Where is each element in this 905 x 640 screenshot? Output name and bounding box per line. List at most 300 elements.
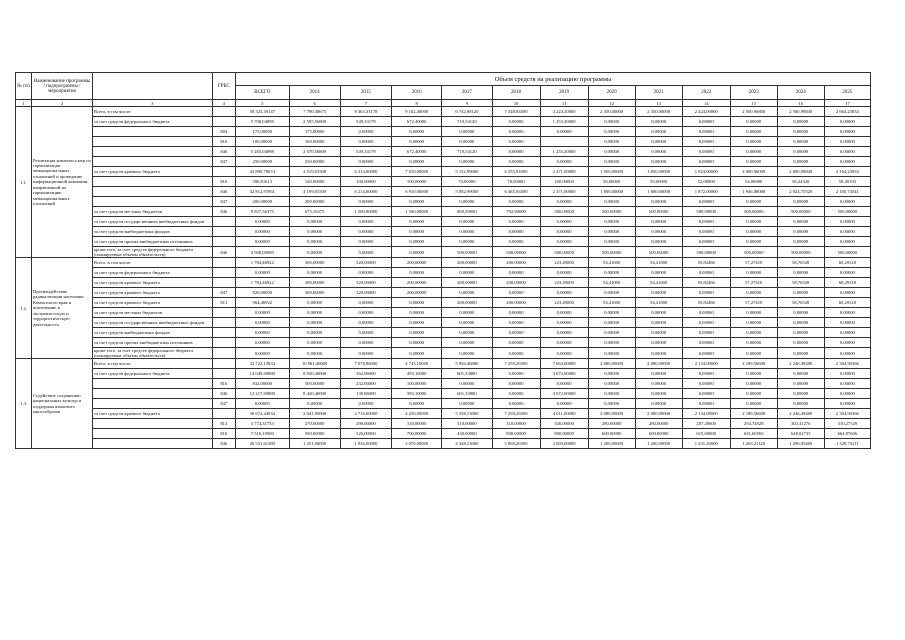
cell-total: 4 500,00000 xyxy=(236,247,289,258)
cell-year-value: 2 080,99840 xyxy=(777,167,824,177)
cell-year-value: 0,00000 xyxy=(635,137,682,147)
funding-source xyxy=(92,187,212,197)
cell-year-value: 223,49000 xyxy=(540,278,588,288)
grbs-code xyxy=(212,338,236,348)
table-row xyxy=(16,348,871,359)
grbs-code: 847 xyxy=(212,288,236,298)
funding-source: Всего, в том числе: xyxy=(92,258,212,268)
cell-year-value: 2 080,00000 xyxy=(588,409,635,419)
cell-year-value: 2 716,00000 xyxy=(340,409,391,419)
cell-year-value: 3 672,00000 xyxy=(540,389,588,399)
table-row xyxy=(16,147,871,157)
funding-source: за счет средств местных бюджетов xyxy=(92,207,212,217)
cell-year-value: 1 296,05469 xyxy=(777,439,824,449)
cell-year-value: 2 080,00000 xyxy=(588,359,635,369)
funding-source xyxy=(92,127,212,137)
cell-year-value: 0,00000 xyxy=(777,308,824,318)
grbs-code: 813 xyxy=(212,298,236,308)
cell-year-value: 310,27549 xyxy=(824,419,870,429)
section-number: 1.2. xyxy=(16,258,32,359)
cell-year-value: 200,00000 xyxy=(392,258,442,268)
cell-year-value: 648,02735 xyxy=(777,429,824,439)
cell-year-value: 4 199,65500 xyxy=(289,187,340,197)
cell-year-value: 0,00000 xyxy=(340,338,391,348)
cell-year-value: 0,00000 xyxy=(442,137,492,147)
table-row xyxy=(16,137,871,147)
cell-year-value: 0,00000 xyxy=(492,389,540,399)
column-index: 8 xyxy=(392,100,442,107)
cell-year-value: 223,49000 xyxy=(540,298,588,308)
cell-year-value: 0,00000 xyxy=(492,379,540,389)
cell-year-value: 5 956,46880 xyxy=(442,359,492,369)
funding-source xyxy=(92,389,212,399)
cell-year-value: 0,00000 xyxy=(340,298,391,308)
funding-source xyxy=(92,419,212,429)
cell-year-value: 0,00000 xyxy=(824,237,870,247)
cell-total: 5 265,04098 xyxy=(236,147,289,157)
funding-source: за счет средств местных бюджетов xyxy=(92,308,212,318)
cell-year-value: 0,00000 xyxy=(588,157,635,167)
table-row xyxy=(16,359,871,369)
table-row xyxy=(16,107,871,117)
funding-source: за счет средств внебюджетных фондов xyxy=(92,227,212,237)
cell-year-value: 3 672,00000 xyxy=(540,369,588,379)
cell-year-value: 70,00000 xyxy=(442,177,492,187)
grbs-code: 816 xyxy=(212,379,236,389)
cell-year-value: 0,00000 xyxy=(540,127,588,137)
cell-year-value: 0,00000 xyxy=(635,117,682,127)
cell-year-value: 0,00000 xyxy=(492,137,540,147)
grbs-code: 813 xyxy=(212,419,236,429)
cell-year-value: 2 471,00000 xyxy=(540,167,588,177)
cell-year-value: 0,00000 xyxy=(289,338,340,348)
cell-year-value: 0,00000 xyxy=(442,308,492,318)
cell-year-value: 0,00000 xyxy=(442,127,492,137)
cell-year-value: 631,60560 xyxy=(730,429,777,439)
cell-year-value: 0,00000 xyxy=(635,237,682,247)
cell-year-value: 1 800,00000 xyxy=(635,187,682,197)
cell-year-value: 500,00000 xyxy=(289,379,340,389)
cell-year-value: 0,00000 xyxy=(392,227,442,237)
grbs-code: 847 xyxy=(212,399,236,409)
cell-year-value: 1 200,00000 xyxy=(588,439,635,449)
cell-year-value: 0,00000 xyxy=(777,197,824,207)
table-row xyxy=(16,177,871,187)
cell-year-value: 0,00000 xyxy=(442,338,492,348)
cell-year-value: 0,00000 xyxy=(540,217,588,227)
cell-year-value: 0,00000 xyxy=(442,157,492,167)
cell-year-value: 1 231,20000 xyxy=(682,439,730,449)
table-row xyxy=(16,379,871,389)
cell-year-value: 0,00000 xyxy=(392,197,442,207)
cell-year-value: 280,00000 xyxy=(588,419,635,429)
column-index: 6 xyxy=(289,100,340,107)
cell-year-value: 0,00000 xyxy=(730,288,777,298)
cell-total: 3 774,31753 xyxy=(236,419,289,429)
cell-total: 12 217,69880 xyxy=(236,389,289,399)
column-index: 16 xyxy=(777,100,824,107)
grbs-code: 846 xyxy=(212,247,236,258)
cell-year-value: 8 420,40000 xyxy=(289,389,340,399)
cell-year-value: 0,00000 xyxy=(392,127,442,137)
cell-year-value: 0,00000 xyxy=(540,318,588,328)
cell-year-value: 0,00000 xyxy=(635,308,682,318)
table-row xyxy=(16,237,871,247)
cell-year-value: 200,00000 xyxy=(442,298,492,308)
cell-year-value: 2 304,90366 xyxy=(824,359,870,369)
cell-year-value: 0,00000 xyxy=(682,117,730,127)
cell-year-value: 0,00000 xyxy=(340,247,391,258)
cell-year-value: 320,00000 xyxy=(340,258,391,268)
funding-source: за счет средств прочих внебюджетных источников xyxy=(92,338,212,348)
cell-year-value: 0,00000 xyxy=(635,288,682,298)
cell-year-value: 0,00000 xyxy=(588,369,635,379)
cell-year-value: 0,00000 xyxy=(540,268,588,278)
cell-year-value: 10 961,40000 xyxy=(289,359,340,369)
cell-year-value: 601,33880 xyxy=(442,369,492,379)
cell-year-value: 0,00000 xyxy=(289,298,340,308)
cell-year-value: 0,00000 xyxy=(635,399,682,409)
cell-year-value: 175,00000 xyxy=(289,127,340,137)
cell-year-value: 0,00000 xyxy=(340,127,391,137)
cell-year-value: 0,00000 xyxy=(540,288,588,298)
funding-source: за счет средств государственных внебюджетных фондов xyxy=(92,217,212,227)
column-index: 7 xyxy=(340,100,391,107)
funding-source xyxy=(92,157,212,167)
header-year: 2020 xyxy=(588,86,635,100)
table-row xyxy=(16,399,871,409)
cell-year-value: 4 250,00000 xyxy=(392,409,442,419)
header-year: 2014 xyxy=(289,86,340,100)
column-index: 15 xyxy=(730,100,777,107)
header-year: 2018 xyxy=(492,86,540,100)
grbs-code xyxy=(212,359,236,369)
column-index: 14 xyxy=(682,100,730,107)
cell-year-value: 0,00000 xyxy=(824,318,870,328)
cell-year-value: 430,00000 xyxy=(442,429,492,439)
table-row xyxy=(16,127,871,137)
cell-year-value: 0,00000 xyxy=(777,157,824,167)
cell-total: 26 531,61380 xyxy=(236,439,289,449)
cell-year-value: 0,00000 xyxy=(492,318,540,328)
cell-year-value: 500,00000 xyxy=(635,207,682,217)
cell-year-value: 0,00000 xyxy=(730,318,777,328)
cell-year-value: 869,50000 xyxy=(442,207,492,217)
cell-year-value: 0,00000 xyxy=(777,318,824,328)
cell-year-value: 2 134,08000 xyxy=(682,359,730,369)
cell-year-value: 0,00000 xyxy=(824,288,870,298)
cell-year-value: 0,00000 xyxy=(588,288,635,298)
cell-year-value: 0,00000 xyxy=(730,217,777,227)
cell-year-value: 0,00000 xyxy=(824,157,870,167)
cell-year-value: 0,00000 xyxy=(392,268,442,278)
cell-year-value: 0,00000 xyxy=(289,217,340,227)
cell-year-value: 0,00000 xyxy=(588,318,635,328)
cell-year-value: 0,00000 xyxy=(824,117,870,127)
cell-year-value: 0,00000 xyxy=(442,217,492,227)
cell-year-value: 672,40000 xyxy=(392,147,442,157)
table-row xyxy=(16,187,871,197)
column-index: 1 xyxy=(16,100,32,107)
cell-year-value: 0,00000 xyxy=(392,247,442,258)
cell-year-value: 0,00000 xyxy=(492,117,540,127)
header-year: 2016 xyxy=(392,86,442,100)
cell-total: 580,81613 xyxy=(236,177,289,187)
cell-year-value: 393,10000 xyxy=(392,389,442,399)
funding-source xyxy=(92,197,212,207)
cell-year-value: 232,00000 xyxy=(340,379,391,389)
cell-year-value: 0,00000 xyxy=(730,308,777,318)
cell-year-value: 0,00000 xyxy=(730,117,777,127)
cell-year-value: 2 164,23834 xyxy=(824,167,870,177)
cell-year-value: 2 080,00000 xyxy=(635,409,682,419)
cell-year-value: 100,00000 xyxy=(392,379,442,389)
cell-year-value: 500,00000 xyxy=(635,247,682,258)
cell-year-value: 120,00000 xyxy=(289,177,340,187)
cell-year-value: 0,00000 xyxy=(682,379,730,389)
cell-year-value: 2 500,96800 xyxy=(730,107,777,117)
cell-year-value: 310,00000 xyxy=(492,419,540,429)
funding-source xyxy=(92,439,212,449)
cell-year-value: 0,00000 xyxy=(682,399,730,409)
cell-year-value: 1 329,75211 xyxy=(824,439,870,449)
column-index: 11 xyxy=(540,100,588,107)
cell-year-value: 0,00000 xyxy=(588,147,635,157)
cell-year-value: 0,00000 xyxy=(492,328,540,338)
header-no: № п/п xyxy=(16,73,32,100)
cell-year-value: 7 259,26500 xyxy=(492,409,540,419)
cell-year-value: 0,00000 xyxy=(540,338,588,348)
cell-year-value: 500,00000 xyxy=(588,207,635,217)
cell-year-value: 54,41000 xyxy=(635,278,682,288)
cell-year-value: 2 070,56800 xyxy=(289,147,340,157)
cell-year-value: 500,00000 xyxy=(289,429,340,439)
grbs-code xyxy=(212,328,236,338)
section-number: 1.1. xyxy=(16,107,32,258)
cell-year-value: 1 500,00000 xyxy=(392,207,442,217)
header-year: 2015 xyxy=(340,86,391,100)
cell-year-value: 0,00000 xyxy=(682,197,730,207)
cell-year-value: 54,41000 xyxy=(635,298,682,308)
cell-year-value: 0,00000 xyxy=(588,217,635,227)
cell-year-value: 0,00000 xyxy=(824,268,870,278)
cell-year-value: 54,41000 xyxy=(635,258,682,268)
cell-year-value: 500,00000 xyxy=(588,247,635,258)
cell-year-value: 270,00000 xyxy=(289,419,340,429)
cell-year-value: 1 872,00000 xyxy=(682,187,730,197)
cell-year-value: 0,00000 xyxy=(730,369,777,379)
cell-year-value: 54,41000 xyxy=(588,298,635,308)
header-year: 2025 xyxy=(824,86,870,100)
grbs-code: 846 xyxy=(212,187,236,197)
cell-year-value: 0,00000 xyxy=(730,338,777,348)
cell-year-value: 70,00000 xyxy=(492,177,540,187)
table-row xyxy=(16,227,871,237)
grbs-code xyxy=(212,318,236,328)
cell-year-value: 200,00000 xyxy=(442,278,492,288)
section-number: 1.3 xyxy=(16,359,32,449)
cell-year-value: 0,00000 xyxy=(492,127,540,137)
funding-source: за счет средств краевого бюджета xyxy=(92,278,212,288)
cell-year-value: 100,00000 xyxy=(392,177,442,187)
cell-year-value: 500,00000 xyxy=(442,247,492,258)
funding-source xyxy=(92,137,212,147)
cell-year-value: 0,00000 xyxy=(777,227,824,237)
cell-total: 7 516,10900 xyxy=(236,429,289,439)
cell-year-value: 1 800,00000 xyxy=(588,187,635,197)
cell-year-value: 3 070,00000 xyxy=(392,439,442,449)
cell-year-value: 54,08000 xyxy=(730,177,777,187)
cell-year-value: 2 304,90366 xyxy=(824,409,870,419)
grbs-code xyxy=(212,308,236,318)
cell-year-value: 493,10000 xyxy=(392,369,442,379)
cell-year-value: 0,00000 xyxy=(588,137,635,147)
cell-year-value: 0,00000 xyxy=(824,338,870,348)
funding-source xyxy=(92,147,212,157)
cell-year-value: 200,00000 xyxy=(492,298,540,308)
cell-year-value: 719,54120 xyxy=(442,147,492,157)
cell-year-value: 0,00000 xyxy=(492,197,540,207)
cell-year-value: 600,00000 xyxy=(635,429,682,439)
cell-total: 832,00000 xyxy=(236,379,289,389)
header-volume-title: Объем средств на реализацию программы xyxy=(236,73,871,86)
cell-year-value: 500,00000 xyxy=(824,207,870,217)
cell-year-value: 0,00000 xyxy=(540,197,588,207)
cell-year-value: 0,00000 xyxy=(777,369,824,379)
table-row xyxy=(16,278,871,288)
cell-year-value: 290,00000 xyxy=(340,419,391,429)
cell-year-value: 500,00000 xyxy=(682,247,730,258)
cell-year-value: 0,00000 xyxy=(730,379,777,389)
cell-year-value: 0,00000 xyxy=(730,348,777,359)
cell-year-value: 0,00000 xyxy=(588,308,635,318)
table-row xyxy=(16,268,871,278)
cell-year-value: 2 189,56608 xyxy=(730,359,777,369)
column-index: 17 xyxy=(824,100,870,107)
cell-year-value: 800,00000 xyxy=(492,429,540,439)
cell-year-value: 1 263,21120 xyxy=(730,439,777,449)
cell-total: 14 049,69880 xyxy=(236,369,289,379)
cell-year-value: 0,00000 xyxy=(730,137,777,147)
cell-total: 0,00000 xyxy=(236,318,289,328)
cell-total: 250,00000 xyxy=(236,157,289,167)
grbs-code xyxy=(212,167,236,177)
cell-year-value: 0,00000 xyxy=(442,318,492,328)
cell-year-value: 0,00000 xyxy=(588,117,635,127)
column-index: 13 xyxy=(635,100,682,107)
cell-year-value: 0,00000 xyxy=(824,348,870,359)
cell-year-value: 0,00000 xyxy=(588,389,635,399)
cell-year-value: 601,33880 xyxy=(442,389,492,399)
header-year: 2017 xyxy=(442,86,492,100)
cell-year-value: 0,00000 xyxy=(682,147,730,157)
cell-year-value: 0,00000 xyxy=(492,399,540,409)
cell-year-value: 0,00000 xyxy=(730,157,777,167)
cell-year-value: 362,86000 xyxy=(340,369,391,379)
cell-year-value: 0,00000 xyxy=(289,247,340,258)
cell-year-value: 0,00000 xyxy=(777,237,824,247)
table-row xyxy=(16,298,871,308)
cell-year-value: 0,00000 xyxy=(824,217,870,227)
cell-year-value: 0,00000 xyxy=(730,389,777,399)
cell-total: 200,00000 xyxy=(236,197,289,207)
cell-year-value: 0,00000 xyxy=(682,389,730,399)
cell-year-value: 500,00000 xyxy=(777,247,824,258)
cell-year-value: 6 485,94500 xyxy=(492,187,540,197)
cell-year-value: 0,00000 xyxy=(635,157,682,167)
cell-year-value: 500,00000 xyxy=(540,207,588,217)
cell-year-value: 0,00000 xyxy=(777,268,824,278)
cell-year-value: 0,00000 xyxy=(777,338,824,348)
cell-year-value: 500,00000 xyxy=(824,247,870,258)
header-year: 2019 xyxy=(540,86,588,100)
cell-year-value: 0,00000 xyxy=(635,147,682,157)
cell-year-value: 0,00000 xyxy=(289,348,340,359)
cell-year-value: 0,00000 xyxy=(340,308,391,318)
cell-year-value: 58,76528 xyxy=(777,278,824,288)
cell-year-value: 294,74928 xyxy=(730,419,777,429)
cell-total: 32 722,13834 xyxy=(236,359,289,369)
cell-year-value: 0,00000 xyxy=(777,389,824,399)
cell-year-value: 7 790,38675 xyxy=(289,107,340,117)
cell-year-value: 200,00000 xyxy=(392,288,442,298)
column-index: 4 xyxy=(212,100,236,107)
cell-year-value: 0,00000 xyxy=(682,217,730,227)
cell-year-value: 50,00000 xyxy=(635,177,682,187)
cell-year-value: 0,00000 xyxy=(588,328,635,338)
cell-year-value: 2 664,23834 xyxy=(824,107,870,117)
cell-total: 38 672,44034 xyxy=(236,409,289,419)
cell-total: 1 784,46922 xyxy=(236,258,289,268)
cell-year-value: 0,00000 xyxy=(492,268,540,278)
cell-year-value: 0,00000 xyxy=(824,399,870,409)
grbs-code xyxy=(212,217,236,227)
cell-year-value: 0,00000 xyxy=(392,399,442,409)
table-row xyxy=(16,167,871,177)
cell-year-value: 0,00000 xyxy=(540,379,588,389)
cell-year-value: 0,00000 xyxy=(682,157,730,167)
cell-year-value: 500,00000 xyxy=(730,207,777,217)
cell-year-value: 0,00000 xyxy=(777,399,824,409)
column-index: 12 xyxy=(588,100,635,107)
cell-total: 0,00000 xyxy=(236,217,289,227)
cell-year-value: 320,00000 xyxy=(340,278,391,288)
cell-year-value: 2 350,00000 xyxy=(635,107,682,117)
cell-year-value: 57,27610 xyxy=(730,298,777,308)
cell-year-value: 0,00000 xyxy=(635,197,682,207)
cell-year-value: 0,00000 xyxy=(392,157,442,167)
cell-year-value: 719,54120 xyxy=(442,117,492,127)
cell-year-value: 5 082,99000 xyxy=(442,187,492,197)
cell-year-value: 0,00000 xyxy=(540,328,588,338)
cell-year-value: 60,29318 xyxy=(824,258,870,268)
header-year: 2023 xyxy=(730,86,777,100)
cell-year-value: 1 850,00000 xyxy=(635,167,682,177)
table-row xyxy=(16,338,871,348)
cell-year-value: 0,00000 xyxy=(289,318,340,328)
column-index: 10 xyxy=(492,100,540,107)
cell-year-value: 1 936,00000 xyxy=(340,439,391,449)
cell-year-value xyxy=(540,137,588,147)
cell-year-value: 6 214,00000 xyxy=(340,187,391,197)
table-row xyxy=(16,217,871,227)
grbs-code: 846 xyxy=(212,389,236,399)
cell-total: 0,00000 xyxy=(236,328,289,338)
cell-year-value: 600,00000 xyxy=(588,429,635,439)
cell-year-value: 0,00000 xyxy=(492,348,540,359)
cell-year-value: 0,00000 xyxy=(824,137,870,147)
table-row xyxy=(16,258,871,268)
